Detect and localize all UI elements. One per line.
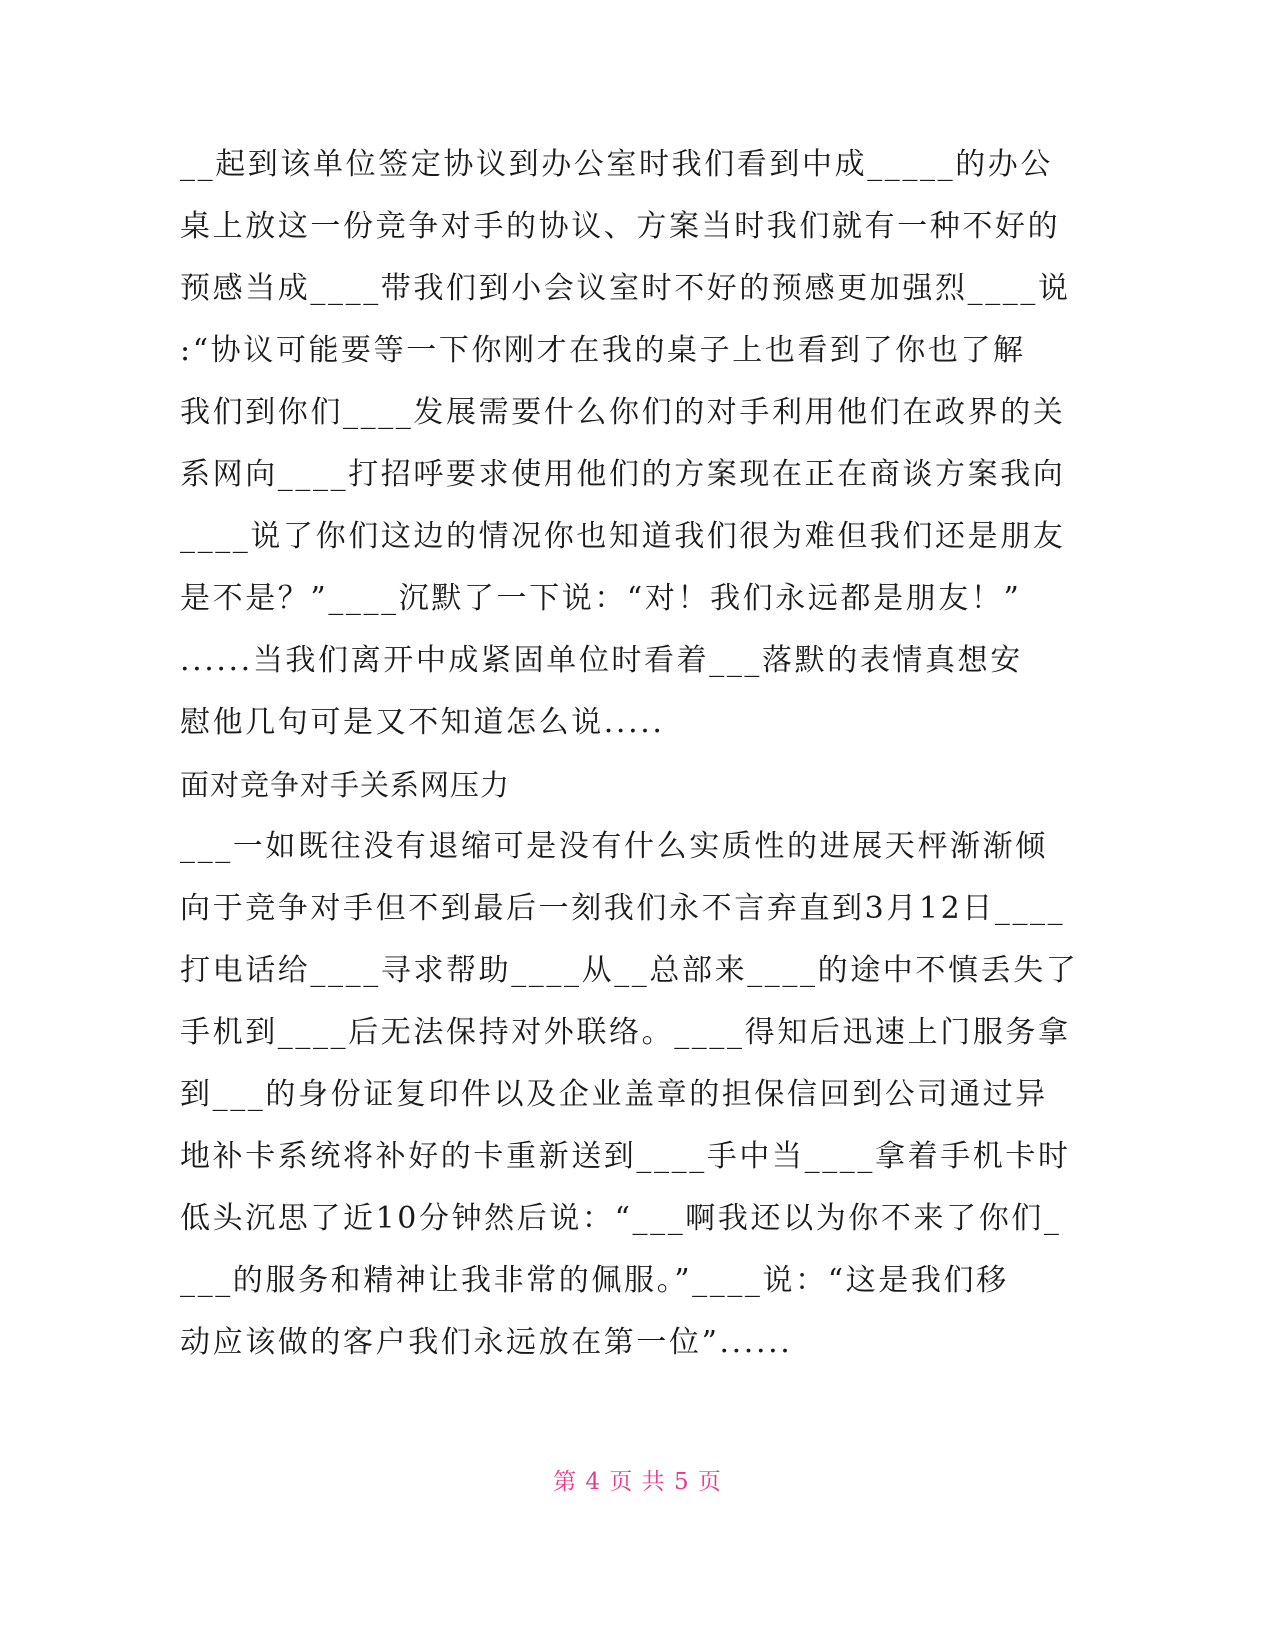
section-heading: 面对竞争对手关系网压力 <box>180 768 511 802</box>
text-line: 向于竞争对手但不到最后一刻我们永不言弃直到3月12日____ <box>180 891 1066 926</box>
text-line: 地补卡系统将补好的卡重新送到____手中当____拿着手机卡时 <box>180 1139 1071 1174</box>
text-line: 预感当成____带我们到小会议室时不好的预感更加强烈____说 <box>180 271 1071 306</box>
text-line: :“协议可能要等一下你刚才在我的桌子上也看到了你也了解 <box>180 333 1026 368</box>
text-line: 是不是？”____沉默了一下说：“对！我们永远都是朋友！” <box>180 581 1022 616</box>
text-line: ......当我们离开中成紧固单位时看着___落默的表情真想安 <box>180 643 1023 678</box>
text-line: 桌上放这一份竞争对手的协议、方案当时我们就有一种不好的 <box>180 209 1061 244</box>
text-line: ___的服务和精神让我非常的佩服。”____说：“这是我们移 <box>180 1263 1009 1298</box>
text-line: 系网向____打招呼要求使用他们的方案现在正在商谈方案我向 <box>180 457 1066 492</box>
paragraph-1 <box>180 134 1080 754</box>
paragraph-2 <box>180 816 1080 1374</box>
page-number-footer: 第 4 页 共 5 页 <box>553 1469 722 1495</box>
text-line: 动应该做的客户我们永远放在第一位”...... <box>180 1325 793 1360</box>
text-line: 打电话给____寻求帮助____从__总部来____的途中不慎丢失了 <box>180 953 1079 988</box>
text-line: 手机到____后无法保持对外联络。____得知后迅速上门服务拿 <box>180 1015 1071 1050</box>
text-line: ____说了你们这边的情况你也知道我们很为难但我们还是朋友 <box>180 519 1066 554</box>
text-line: __起到该单位签定协议到办公室时我们看到中成_____的办公 <box>180 147 1053 182</box>
text-line: 我们到你们____发展需要什么你们的对手利用他们在政界的关 <box>180 395 1066 430</box>
page-content <box>180 134 1080 1374</box>
text-line: 慰他几句可是又不知道怎么说..... <box>180 705 665 740</box>
text-line: 到___的身份证复印件以及企业盖章的担保信回到公司通过异 <box>180 1077 1048 1112</box>
text-line: ___一如既往没有退缩可是没有什么实质性的进展天枰渐渐倾 <box>180 829 1048 864</box>
text-line: 低头沉思了近10分钟然后说：“___啊我还以为你不来了你们_ <box>180 1201 1062 1236</box>
